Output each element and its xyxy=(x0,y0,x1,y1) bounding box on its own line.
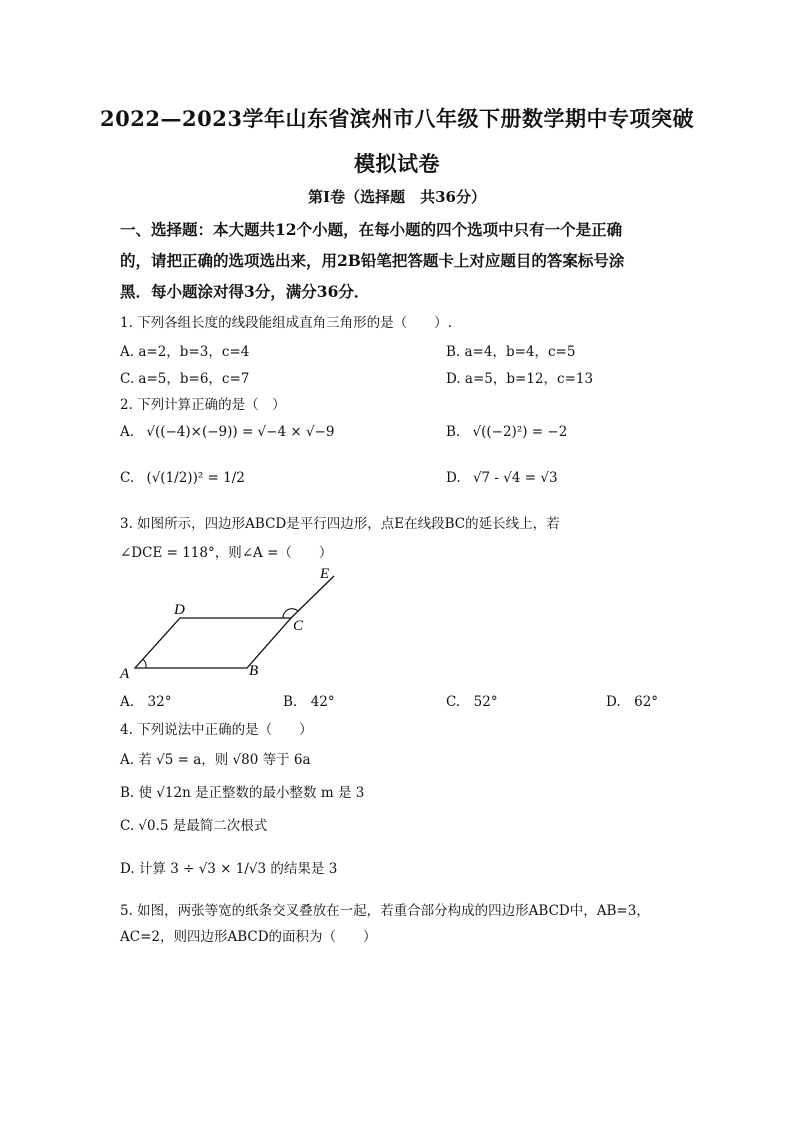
question-2-option-a[interactable] xyxy=(120,424,334,440)
question-5-stem-line2: AC=2，则四边形ABCD的面积为（ ） xyxy=(120,929,377,945)
option-a-expression: √((−4)×(−9)) = √−4 × √−9 xyxy=(146,424,335,440)
extension-line-ce xyxy=(291,576,334,618)
parallelogram-abcd xyxy=(135,618,291,668)
vertex-label-c: C xyxy=(293,618,304,634)
option-d-label: D. xyxy=(446,470,461,486)
question-2-option-c[interactable] xyxy=(120,470,245,486)
page-title-line2: 模拟试卷 xyxy=(354,151,440,176)
question-3-stem-line2: ∠DCE = 118°，则∠A =（ ） xyxy=(120,545,333,561)
option-a-label: A. xyxy=(120,424,135,440)
angle-a-arc xyxy=(143,659,146,668)
question-2-stem: 2. 下列计算正确的是（ ） xyxy=(120,397,286,413)
vertex-label-d: D xyxy=(174,602,185,618)
volume-heading: 第Ⅰ卷（选择题 共36分） xyxy=(308,188,486,206)
vertex-label-a: A xyxy=(120,666,130,682)
question-4-option-a[interactable]: A. 若 √5 = a，则 √80 等于 6a xyxy=(120,752,311,768)
vertex-label-b: B xyxy=(249,663,259,679)
section-instruction-line1: 一、选择题：本大题共12个小题，在每小题的四个选项中只有一个是正确 xyxy=(120,220,623,239)
section-instruction-line2: 的，请把正确的选项选出来，用2B铅笔把答题卡上对应题目的答案标号涂 xyxy=(120,251,625,270)
question-1-option-c[interactable]: C. a=5，b=6，c=7 xyxy=(120,371,250,387)
option-d-expression: √7 - √4 = √3 xyxy=(472,470,558,486)
parallelogram-diagram xyxy=(110,560,350,685)
question-3-option-b[interactable]: B. 42° xyxy=(283,694,335,710)
option-b-expression: √((−2)²) = −2 xyxy=(472,424,568,440)
question-4-option-b[interactable]: B. 使 √12n 是正整数的最小整数 m 是 3 xyxy=(120,785,365,801)
option-b-label: B. xyxy=(446,424,461,440)
question-4-stem: 4. 下列说法中正确的是（ ） xyxy=(120,722,313,738)
section-instruction-line3: 黑．每小题涂对得3分，满分36分． xyxy=(120,282,370,301)
page-title: 2022—2023学年山东省滨州市八年级下册数学期中专项突破 xyxy=(100,106,694,131)
question-3-option-c[interactable]: C. 52° xyxy=(446,694,498,710)
question-3-stem-line1: 3. 如图所示，四边形ABCD是平行四边形，点E在线段BC的延长线上，若 xyxy=(120,516,560,532)
question-1-option-a[interactable]: A. a=2，b=3，c=4 xyxy=(120,344,250,360)
question-4-option-d[interactable]: D. 计算 3 ÷ √3 × 1/√3 的结果是 3 xyxy=(120,861,338,877)
question-5-stem-line1: 5. 如图，两张等宽的纸条交叉叠放在一起，若重合部分构成的四边形ABCD中，AB=3， xyxy=(120,903,650,919)
question-4-option-c[interactable]: C. √0.5 是最简二次根式 xyxy=(120,818,268,834)
question-3-option-a[interactable]: A. 32° xyxy=(120,694,172,710)
vertex-label-e: E xyxy=(320,566,330,582)
question-2-option-d[interactable] xyxy=(446,470,558,486)
question-1-option-b[interactable]: B. a=4，b=4，c=5 xyxy=(446,344,576,360)
question-1-option-d[interactable]: D. a=5，b=12，c=13 xyxy=(446,371,594,387)
question-2-option-b[interactable] xyxy=(446,424,567,440)
option-c-label: C. xyxy=(120,470,135,486)
question-1-stem: 1. 下列各组长度的线段能组成直角三角形的是（ ）. xyxy=(120,315,452,331)
question-3-option-d[interactable]: D. 62° xyxy=(606,694,659,710)
option-c-expression: (√(1/2))² = 1/2 xyxy=(146,470,245,486)
